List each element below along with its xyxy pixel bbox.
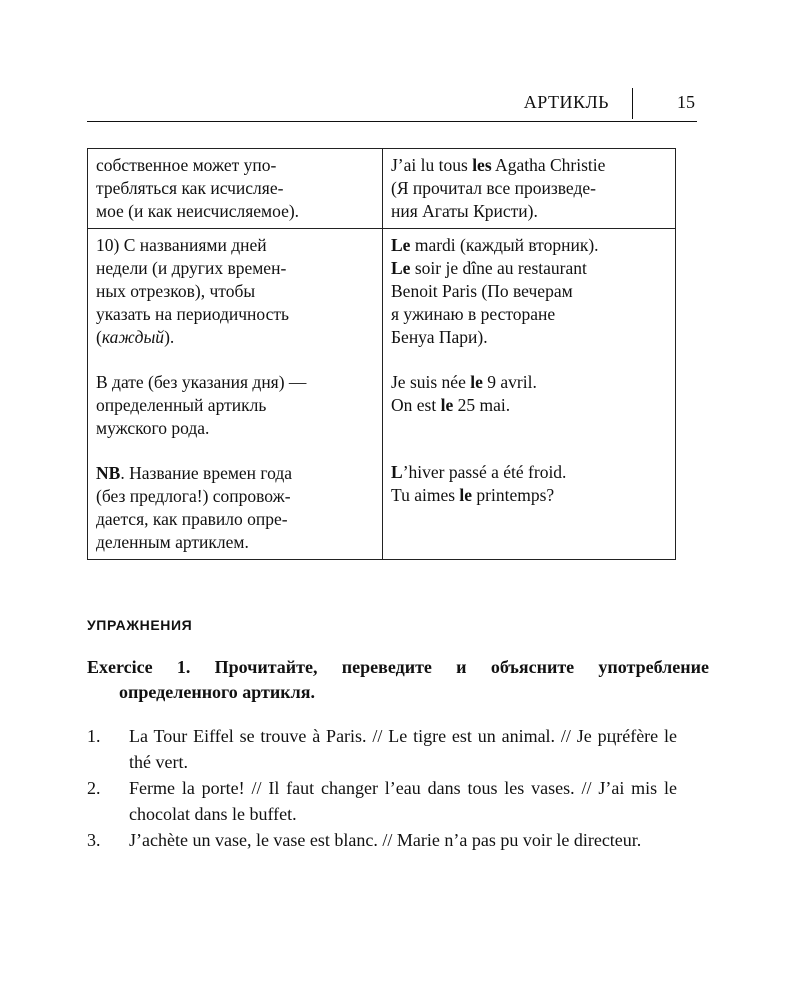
cell-line	[96, 462, 373, 485]
cell-line	[96, 326, 373, 349]
cell-line	[391, 484, 666, 507]
text-run: J’ai lu tous	[391, 155, 473, 175]
text-run: On est	[391, 395, 441, 415]
text-run: Бенуа Пари).	[391, 327, 488, 347]
example-cell	[383, 229, 676, 560]
bold-run: le	[459, 485, 473, 505]
cell-line	[96, 371, 373, 394]
cell-gap	[391, 349, 666, 371]
cell-line	[96, 257, 373, 280]
text-run: . Название времен года	[120, 463, 293, 483]
cell-line	[391, 234, 666, 257]
text-run: В дате (без указания дня) —	[96, 372, 307, 392]
cell-line	[96, 531, 373, 554]
cell-line	[96, 485, 373, 508]
text-run: mardi (каждый вторник).	[410, 235, 599, 255]
cell-line	[96, 177, 373, 200]
text-run: ния Агаты Кристи).	[391, 201, 538, 221]
cell-gap	[96, 440, 373, 462]
cell-line	[96, 200, 373, 223]
running-header	[87, 88, 697, 122]
text-run: Tu aimes	[391, 485, 460, 505]
cell-gap	[391, 439, 666, 461]
bold-run: le	[440, 395, 454, 415]
cell-line	[96, 280, 373, 303]
section-title: АРТИКЛЬ	[523, 92, 609, 112]
bold-run: les	[472, 155, 492, 175]
text-run: ’hiver passé a été froid.	[402, 462, 567, 482]
cell-line	[391, 303, 666, 326]
cell-line	[96, 154, 373, 177]
cell-gap	[96, 349, 373, 371]
text-run: ных отрезков), чтобы	[96, 281, 256, 301]
text-run: (без предлога!) сопровож-	[96, 486, 291, 506]
bold-run: Le	[391, 258, 411, 278]
table-row	[88, 149, 676, 229]
bold-run: L	[391, 462, 403, 482]
text-run: требляться как исчисляе-	[96, 178, 284, 198]
text-run: (	[96, 327, 102, 347]
cell-gap	[391, 417, 666, 439]
cell-line	[391, 200, 666, 223]
exercise-item	[87, 775, 677, 827]
text-run: дается, как правило опре-	[96, 509, 288, 529]
cell-line	[391, 371, 666, 394]
exercise-item-number: 1.	[87, 726, 101, 746]
bold-run: le	[470, 372, 483, 392]
cell-line	[391, 394, 666, 417]
cell-line	[391, 257, 666, 280]
text-run: Je suis née	[391, 372, 471, 392]
bold-run: Le	[391, 235, 411, 255]
text-run: указать на периодичность	[96, 304, 290, 324]
grammar-table-body	[88, 149, 676, 560]
rule-cell	[88, 229, 383, 560]
exercise-item-text: La Tour Eiffel se trouve à Paris. // Le tigre est un animal. // Je pцréfère le thé vert.	[129, 726, 677, 772]
exercise-list	[87, 723, 677, 853]
exercise-item-text: Ferme la porte! // Il faut changer l’eau dans tous les vases. // J’ai mis le chocolat dans le buffet.	[129, 778, 677, 824]
exercise-item	[87, 827, 677, 853]
text-run: Benoit Paris (По вечерам	[391, 281, 573, 301]
text-run: printemps?	[472, 485, 555, 505]
text-run: (Я прочитал все произведе-	[391, 178, 596, 198]
text-run: ).	[164, 327, 175, 347]
cell-line	[391, 177, 666, 200]
cell-line	[96, 234, 373, 257]
text-run: собственное может упо-	[96, 155, 277, 175]
text-run: мужского рода.	[96, 418, 210, 438]
header-divider	[632, 88, 633, 119]
table-row	[88, 229, 676, 560]
exercise-item	[87, 723, 677, 775]
exercises-heading: УПРАЖНЕНИЯ	[87, 617, 193, 633]
exercise-task: Exercice 1. Прочитайте, переведите и объясните употребление определенного артикля.	[87, 657, 709, 702]
cell-line	[391, 280, 666, 303]
example-cell	[383, 149, 676, 229]
grammar-table	[87, 148, 676, 560]
text-run: 9 avril.	[482, 372, 537, 392]
text-run: определенный артикль	[96, 395, 267, 415]
cell-line	[96, 508, 373, 531]
text-run: soir je dîne au restaurant	[410, 258, 587, 278]
italic-run: каждый	[101, 327, 165, 347]
text-run: недели (и других времен-	[96, 258, 287, 278]
rule-cell	[88, 149, 383, 229]
text-run: я ужинаю в ресторане	[391, 304, 556, 324]
text-run: деленным артиклем.	[96, 532, 249, 552]
exercise-item-text: J’achète un vase, le vase est blanc. // Marie n’a pas pu voir le directeur.	[129, 830, 642, 850]
text-run: Agatha Christie	[491, 155, 606, 175]
page-number: 15	[677, 92, 695, 112]
cell-line	[391, 154, 666, 177]
cell-line	[391, 326, 666, 349]
text-run: мое (и как неисчисляемое).	[96, 201, 300, 221]
text-run: 25 mai.	[453, 395, 511, 415]
text-run: 10) С названиями дней	[96, 235, 267, 255]
exercise-item-number: 2.	[87, 778, 101, 798]
cell-line	[96, 394, 373, 417]
cell-line	[391, 461, 666, 484]
cell-line	[96, 417, 373, 440]
bold-run: NB	[96, 463, 121, 483]
exercise-item-number: 3.	[87, 830, 101, 850]
cell-line	[96, 303, 373, 326]
